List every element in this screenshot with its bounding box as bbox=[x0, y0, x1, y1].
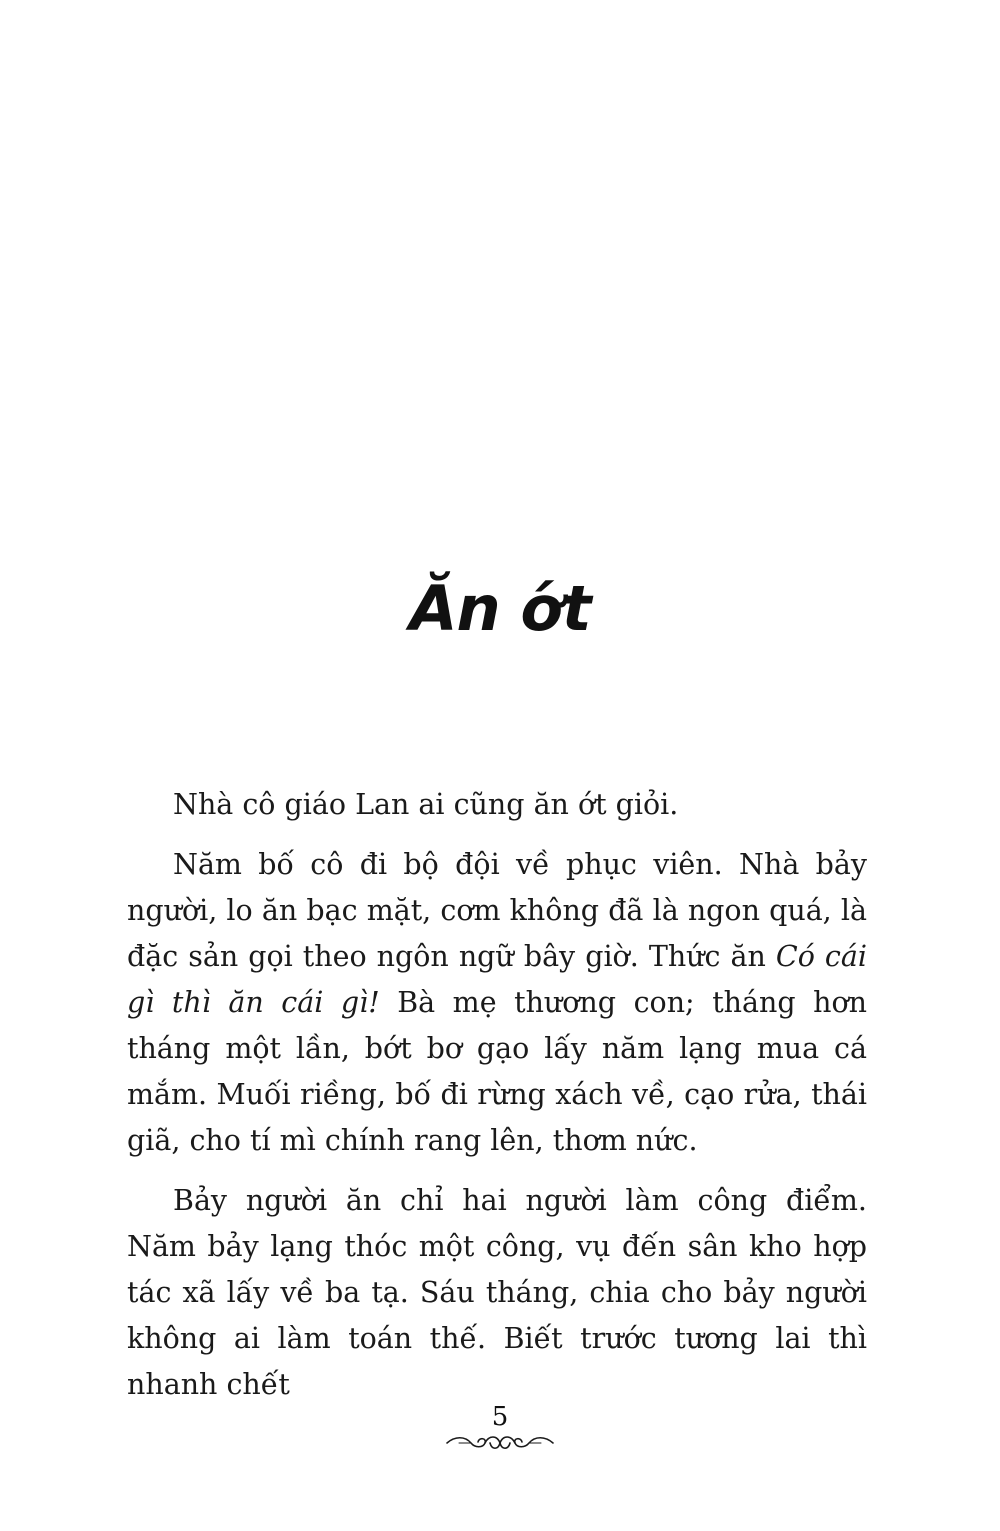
paragraph-2-text-after: Bà mẹ thương con; tháng hơn tháng một lần, bớt bơ gạo lấy năm lạng mua cá mắm. Muối riềng, bố đi rừng xách về, cạo rửa, thái giã, cho tí mì chính rang lên, thơm nức. bbox=[127, 986, 867, 1157]
paragraph-2 bbox=[127, 842, 867, 1164]
paragraph-2-emphasis: Có cái gì thì ăn cái gì! bbox=[127, 940, 867, 1019]
page-number: 5 bbox=[491, 1402, 509, 1432]
scroll-ornament-icon bbox=[445, 1432, 555, 1454]
chapter-body bbox=[127, 782, 867, 1408]
paragraph-2-text-before: Năm bố cô đi bộ đội về phục viên. Nhà bảy người, lo ăn bạc mặt, cơm không đã là ngon quá, là đặc sản gọi theo ngôn ngữ bây giờ. Thức ăn bbox=[127, 848, 867, 973]
paragraph-1: Nhà cô giáo Lan ai cũng ăn ớt giỏi. bbox=[173, 788, 679, 821]
chapter-title: Ăn ớt bbox=[409, 572, 591, 645]
page-footer bbox=[0, 1404, 1000, 1454]
paragraph-3: Bảy người ăn chỉ hai người làm công điểm. Năm bảy lạng thóc một công, vụ đến sân kho hợp tác xã lấy về ba tạ. Sáu tháng, chia cho bảy người không ai làm toán thế. Biết trước tương lai thì nhanh chết bbox=[127, 1184, 867, 1401]
